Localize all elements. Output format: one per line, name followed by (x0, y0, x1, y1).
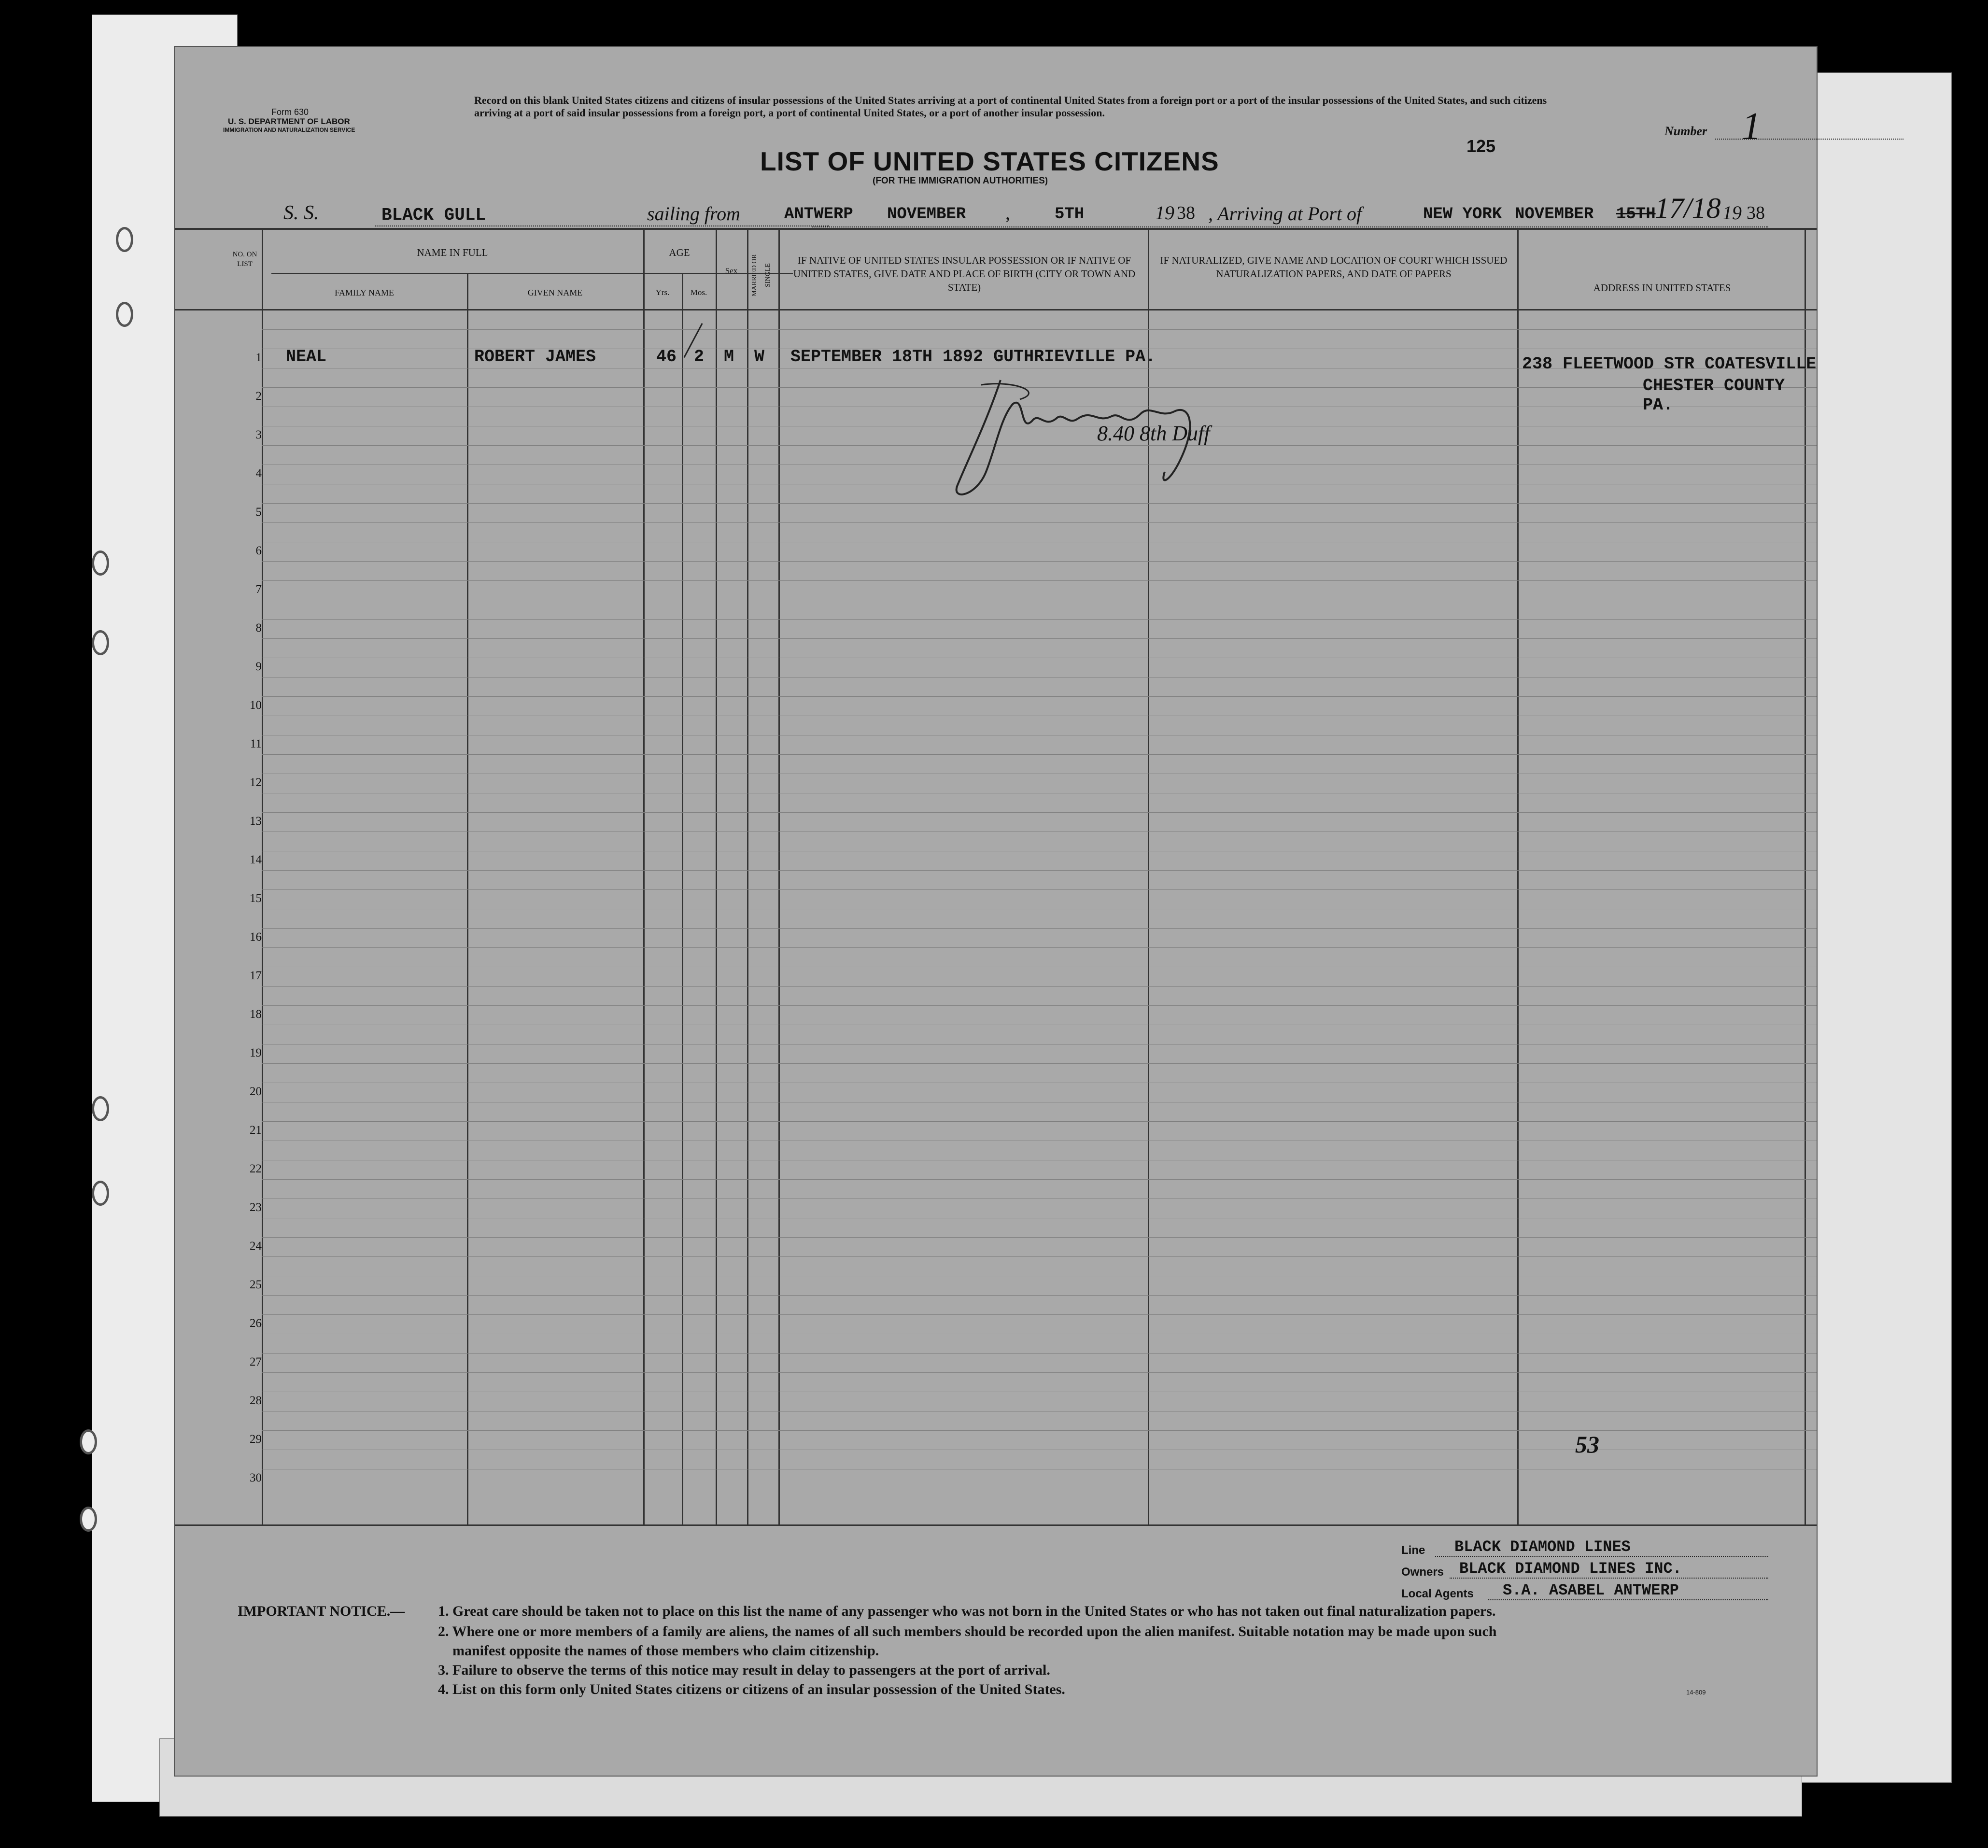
column-line (682, 273, 683, 1524)
depart-day: 5TH (1055, 205, 1085, 224)
sailing-label: sailing from (647, 203, 740, 225)
table-bottom-border (175, 1524, 1817, 1526)
row-number: 20 (250, 1085, 262, 1098)
column-line (1517, 228, 1519, 1524)
binder-hole (116, 302, 133, 327)
row-rule (262, 812, 1817, 813)
row-number: 24 (250, 1240, 262, 1253)
handwritten-annotation: 8.40 8th Duff (1097, 422, 1210, 445)
row-number: 7 (255, 583, 262, 596)
binder-hole (92, 550, 109, 576)
row-number: 2 (255, 390, 262, 403)
column-header-name: NAME IN FULL (417, 247, 488, 258)
passenger-address-line2: CHESTER COUNTY PA. (1643, 376, 1785, 415)
row-rule (262, 870, 1817, 871)
manifest-page (174, 46, 1818, 1777)
depart-year-suffix: 38 (1177, 203, 1195, 223)
footer-print-code: 14-809 (1686, 1689, 1706, 1696)
arriving-label: , Arriving at Port of (1208, 203, 1362, 225)
row-number: 19 (250, 1046, 262, 1059)
row-rule (262, 1237, 1817, 1238)
row-number: 22 (250, 1162, 262, 1175)
binder-hole (80, 1429, 97, 1454)
passenger-address-line1: 238 FLEETWOOD STR COATESVILLE (1522, 354, 1817, 374)
row-number: 17 (250, 969, 262, 982)
header-bottom-border (175, 309, 1817, 310)
column-header-no: NO. ON LIST (232, 251, 257, 268)
row-rule (262, 1353, 1817, 1354)
page-title: LIST OF UNITED STATES CITIZENS (760, 146, 1219, 176)
row-number: 3 (255, 428, 262, 441)
row-number: 4 (255, 467, 262, 480)
row-number: 15 (250, 892, 262, 905)
line-value: BLACK DIAMOND LINES (1454, 1538, 1631, 1556)
department-label: U. S. DEPARTMENT OF LABOR (228, 117, 350, 126)
voyage-line (812, 226, 1768, 227)
column-header-naturalized: IF NATURALIZED, GIVE NAME AND LOCATION OF COURT WHICH ISSUED NATURALIZATION PAPERS, AND DATE OF PAPERS (1160, 254, 1508, 280)
column-header-age: AGE (669, 247, 690, 258)
row-number: 1 (255, 351, 262, 364)
row-number: 26 (250, 1317, 262, 1330)
notice-item-1: 1. Great care should be taken not to place on this list the name of any passenger who was not born in the United States or who has not taken out final naturalization papers. (438, 1603, 1496, 1619)
row-rule (262, 561, 1817, 562)
row-number: 8 (255, 621, 262, 635)
column-line (262, 228, 263, 1524)
row-rule (262, 1372, 1817, 1373)
ss-label: S. S. (283, 202, 319, 224)
notice-title: IMPORTANT NOTICE.— (238, 1603, 405, 1619)
agents-label: Local Agents (1401, 1587, 1474, 1600)
line-label: Line (1401, 1544, 1425, 1557)
column-header-given-name: GIVEN NAME (527, 288, 583, 297)
agents-underline (1488, 1599, 1768, 1600)
row-rule (262, 580, 1817, 581)
column-line (643, 228, 645, 1524)
row-number: 14 (250, 853, 262, 866)
row-number: 16 (250, 931, 262, 944)
owners-value: BLACK DIAMOND LINES INC. (1459, 1560, 1682, 1578)
row-number: 28 (250, 1394, 262, 1407)
row-number: 25 (250, 1278, 262, 1291)
row-rule (262, 928, 1817, 929)
margin-note: 53 (1575, 1431, 1599, 1458)
owners-label: Owners (1401, 1566, 1444, 1579)
row-rule (262, 696, 1817, 697)
form-instructions: Record on this blank United States citizens and citizens of insular possessions of the United States arriving at a port of continental United States from a foreign port or a port of the insular possessions of the United States, and such citizens arriving at a port of said insular possessions from a foreign port, a port of continental United States, or a port of another insular possession. (474, 94, 1547, 119)
depart-comma: , (1005, 202, 1010, 224)
row-number: 11 (250, 737, 262, 750)
depart-month: NOVEMBER (887, 205, 966, 224)
row-rule (262, 522, 1817, 523)
row-rule (262, 1121, 1817, 1122)
notice-item-4: 4. List on this form only United States citizens or citizens of an insular possession of the United States. (438, 1681, 1065, 1697)
notice-item-2-continued: manifest opposite the names of those members who claim citizenship. (452, 1643, 879, 1659)
binder-hole (92, 1181, 109, 1206)
form-number: Form 630 (271, 107, 309, 117)
row-rule (262, 889, 1817, 890)
row-rule (262, 1179, 1817, 1180)
row-rule (262, 329, 1817, 330)
row-rule (262, 619, 1817, 620)
passenger-family-name: NEAL (286, 347, 327, 367)
column-header-birth: IF NATIVE OF UNITED STATES INSULAR POSSESSION OR IF NATIVE OF UNITED STATES, GIVE DATE AND PLACE OF BIRTH (CITY OR TOWN AND STATE) (793, 254, 1136, 293)
depart-year-prefix: 19 (1155, 202, 1174, 224)
agents-value: S.A. ASABEL ANTWERP (1503, 1581, 1679, 1599)
from-port: ANTWERP (784, 205, 853, 224)
row-number: 30 (250, 1471, 262, 1484)
passenger-age-yrs: 46 (656, 347, 677, 367)
line-underline (1435, 1556, 1768, 1557)
ship-name: BLACK GULL (381, 205, 486, 225)
column-header-address: ADDRESS IN UNITED STATES (1593, 282, 1731, 294)
number-label: Number (1664, 124, 1707, 138)
arrive-year-suffix: 38 (1747, 203, 1765, 223)
row-rule (262, 1005, 1817, 1006)
binder-hole (80, 1507, 97, 1532)
passenger-age-mos: 2 (694, 347, 705, 367)
stamp-number: 125 (1466, 136, 1496, 156)
column-header-marital: MARRIED OR SINGLE (751, 254, 772, 296)
row-number: 27 (250, 1355, 262, 1368)
owners-underline (1450, 1578, 1768, 1579)
column-line (716, 228, 717, 1524)
binder-hole (116, 227, 133, 252)
column-line (467, 273, 468, 1524)
binder-hole (92, 1096, 109, 1121)
number-value: 1 (1742, 105, 1761, 148)
subheader-line-name (271, 273, 793, 274)
row-rule (262, 638, 1817, 639)
arrive-day-written: 17/18 (1655, 192, 1721, 224)
column-header-family-name: FAMILY NAME (335, 288, 394, 297)
column-header-mos: Mos. (690, 288, 707, 297)
row-number: 13 (250, 815, 262, 828)
arrive-month: NOVEMBER (1515, 205, 1594, 224)
row-rule (262, 754, 1817, 755)
row-rule (262, 1314, 1817, 1315)
binder-hole (92, 630, 109, 655)
row-number: 29 (250, 1433, 262, 1446)
passenger-marital: W (754, 347, 765, 367)
arrive-day-struck: 15TH (1616, 205, 1656, 224)
row-number: 10 (250, 699, 262, 712)
row-rule (262, 947, 1817, 948)
passenger-birth: SEPTEMBER 18TH 1892 GUTHRIEVILLE PA. (790, 347, 1156, 367)
service-label: IMMIGRATION AND NATURALIZATION SERVICE (223, 127, 355, 133)
row-number: 12 (250, 776, 262, 789)
column-line (778, 228, 780, 1524)
passenger-sex: M (724, 347, 734, 367)
passenger-given-name: ROBERT JAMES (474, 347, 596, 367)
arrive-port: NEW YORK (1423, 205, 1502, 224)
row-number: 18 (250, 1008, 262, 1021)
table-top-border (175, 228, 1817, 230)
column-line (747, 228, 748, 1524)
row-rule (262, 1256, 1817, 1257)
column-line (1805, 228, 1806, 1524)
row-rule (262, 1295, 1817, 1296)
arrive-year-prefix: 19 (1722, 202, 1742, 224)
row-number: 5 (255, 506, 262, 519)
row-rule (262, 1063, 1817, 1064)
notice-item-3: 3. Failure to observe the terms of this notice may result in delay to passengers at the port of arrival. (438, 1662, 1050, 1678)
notice-item-2: 2. Where one or more members of a family are aliens, the names of all such members should be recorded upon the alien manifest. Suitable notation may be made upon such (438, 1623, 1497, 1639)
row-rule (262, 986, 1817, 987)
row-number: 21 (250, 1124, 262, 1137)
row-number: 23 (250, 1201, 262, 1214)
row-number: 9 (255, 660, 262, 673)
handwritten-signature (947, 366, 1208, 520)
column-header-sex: Sex (725, 266, 738, 275)
column-header-yrs: Yrs. (655, 288, 670, 297)
row-number: 6 (255, 544, 262, 557)
page-subtitle: (FOR THE IMMIGRATION AUTHORITIES) (873, 176, 1048, 186)
